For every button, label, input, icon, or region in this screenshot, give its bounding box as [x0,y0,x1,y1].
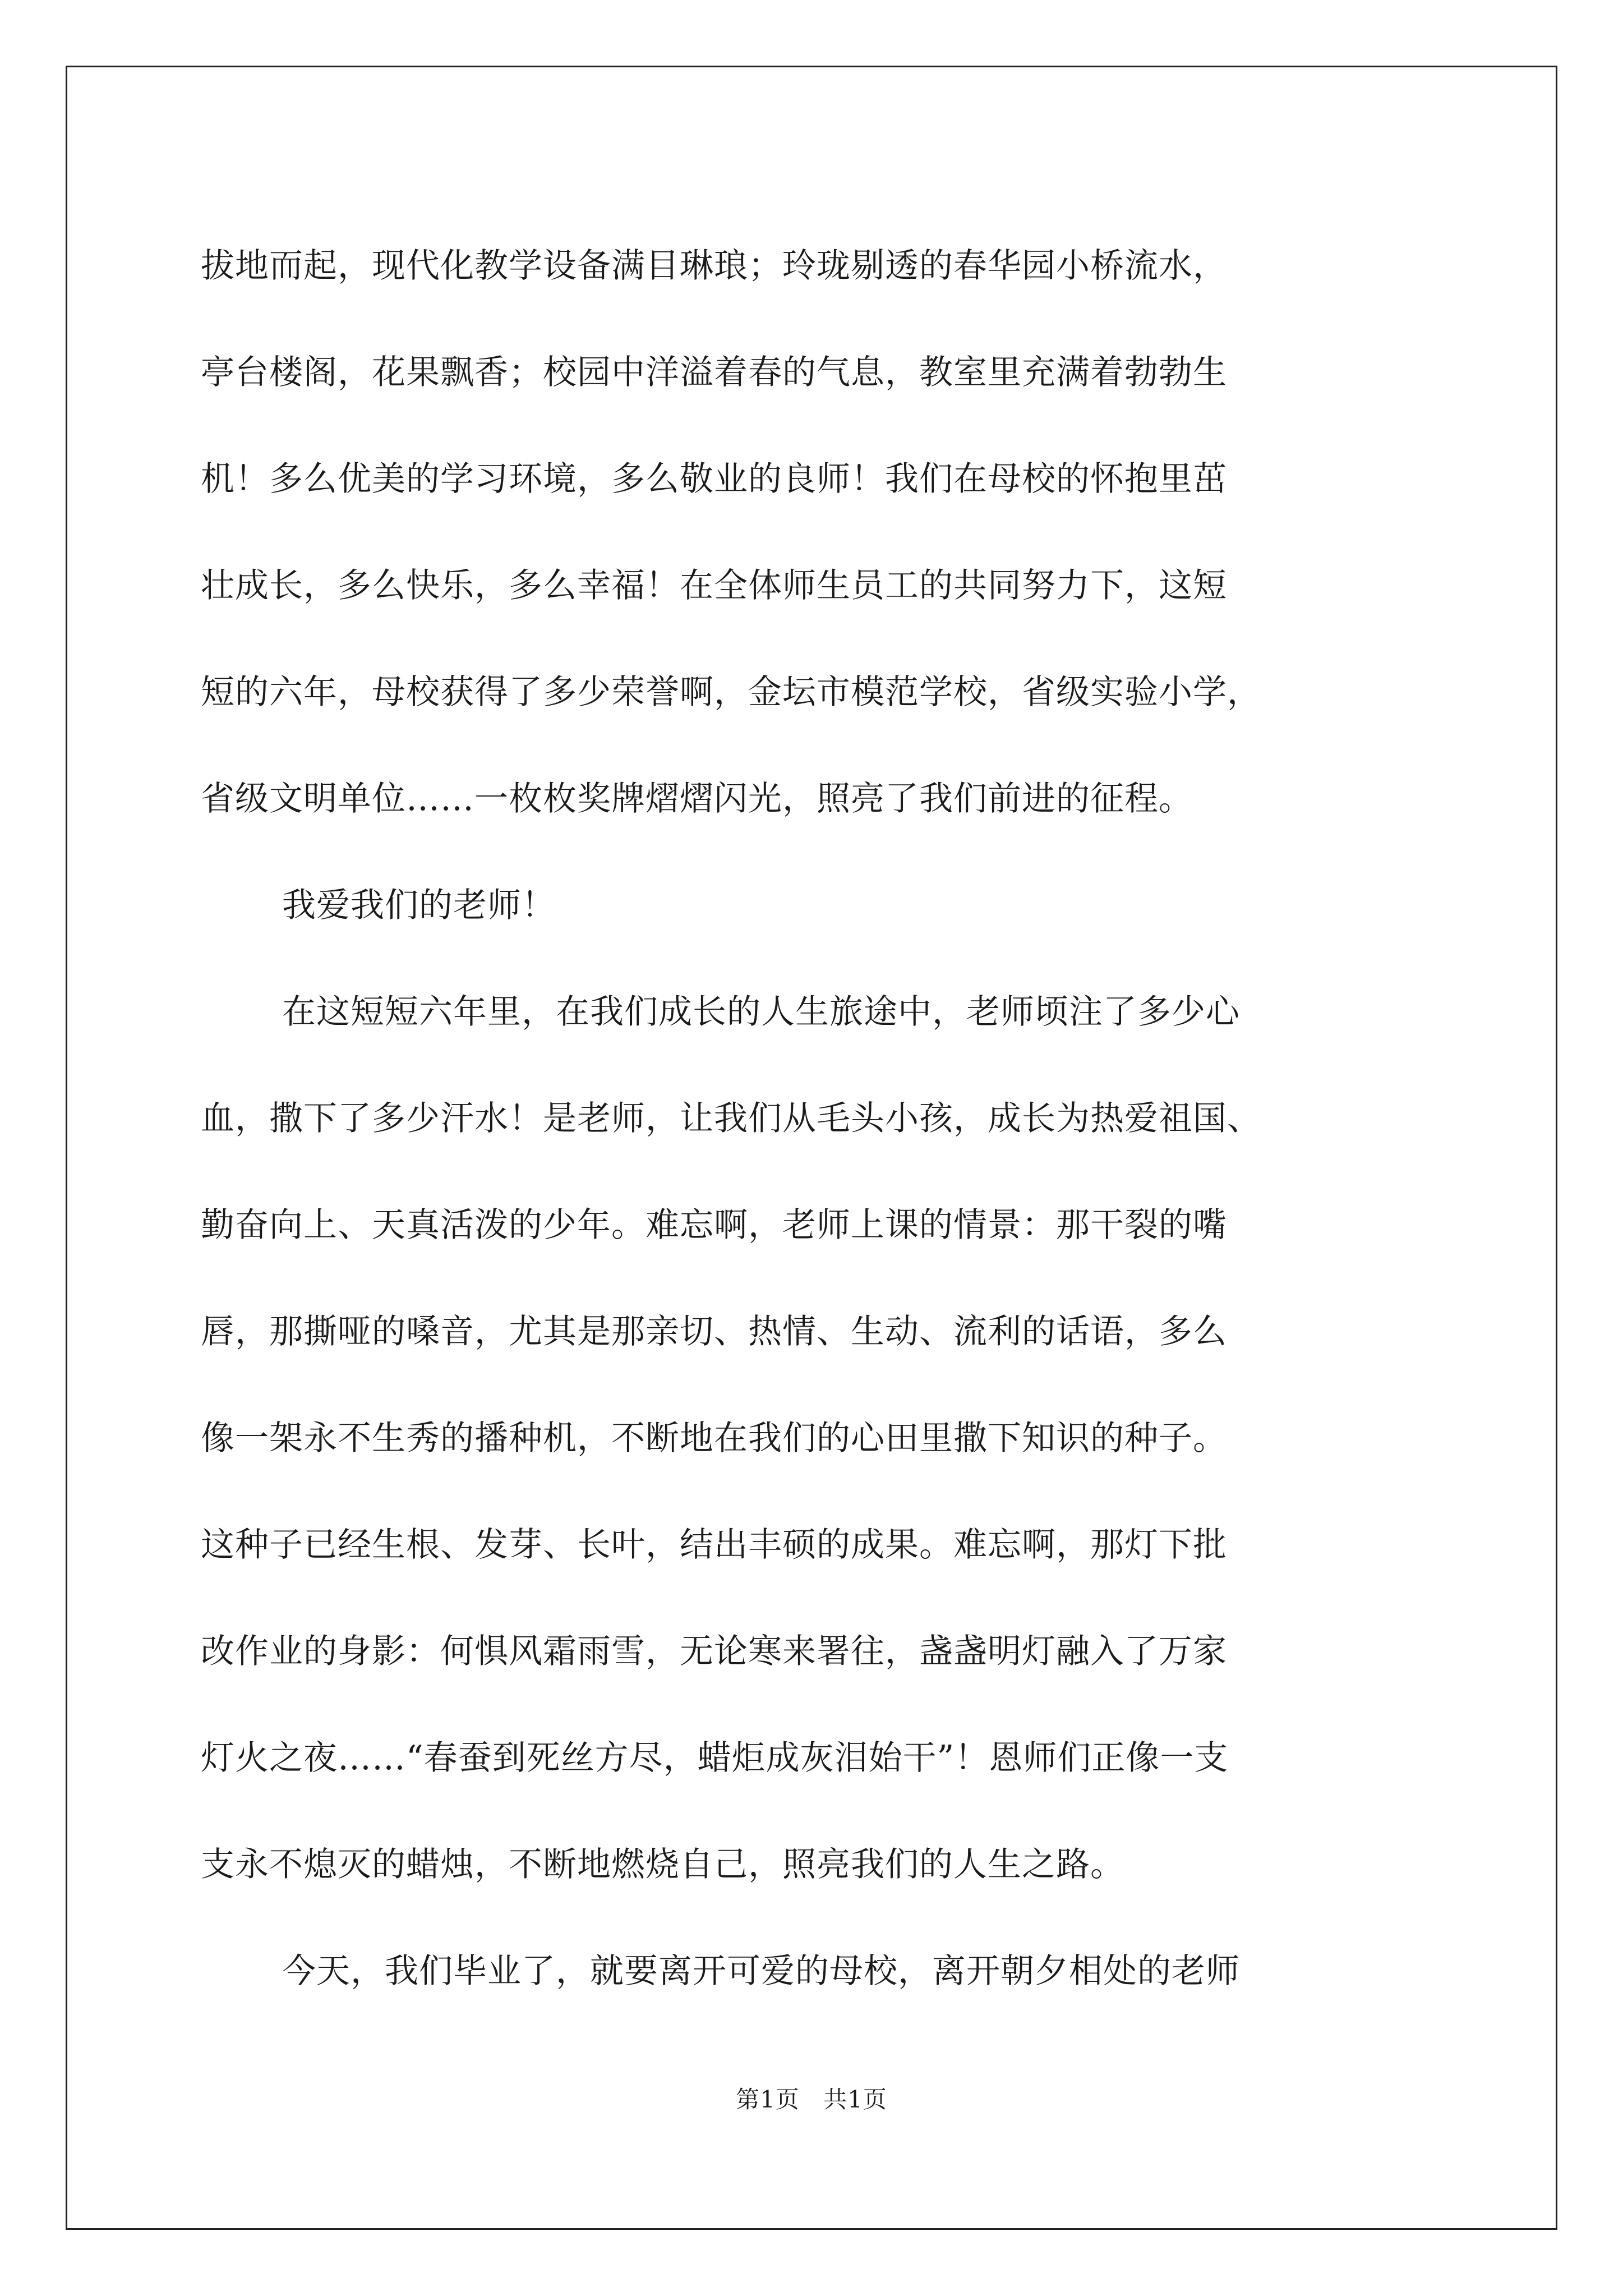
text-line: 今天，我们毕业了，就要离开可爱的母校，离开朝夕相处的老师 [282,1952,1240,1991]
page-footer [0,2081,1623,2115]
paragraph-heading: 我爱我们的老师！ [282,886,556,925]
text-line: 唇，那撕哑的嗓音，尤其是那亲切、热情、生动、流利的话语，多么 [201,1312,1227,1351]
text-line: 壮成长，多么快乐，多么幸福！在全体师生员工的共同努力下，这短 [201,566,1227,605]
text-line: 这种子已经生根、发芽、长叶，结出丰硕的成果。难忘啊，那灯下批 [201,1525,1227,1565]
text-line: 像一架永不生秀的播种机，不断地在我们的心田里撒下知识的种子。 [201,1419,1227,1458]
text-line: 机！多么优美的学习环境，多么敬业的良师！我们在母校的怀抱里茁 [201,459,1227,499]
text-line: 省级文明单位……一枚枚奖牌熠熠闪光，照亮了我们前进的征程。 [201,779,1193,818]
document-body [201,213,1457,2024]
text-line: 灯火之夜……“春蚕到死丝方尽，蜡炬成灰泪始干”！恩师们正像一支 [201,1738,1229,1778]
text-line: 亭台楼阁，花果飘香；校园中洋溢着春的气息，教室里充满着勃勃生 [201,353,1227,392]
text-line: 血，撒下了多少汗水！是老师，让我们从毛头小孩，成长为热爱祖国、 [201,1099,1261,1138]
text-line: 拔地而起，现代化教学设备满目琳琅；玲珑剔透的春华园小桥流水， [201,246,1227,286]
text-line: 改作业的身影：何惧风霜雨雪，无论寒来署往，盏盏明灯融入了万家 [201,1632,1227,1671]
page-total: 共1页 [823,2086,887,2113]
text-line: 勤奋向上、天真活泼的少年。难忘啊，老师上课的情景：那干裂的嘴 [201,1205,1227,1245]
page-number: 第1页 [736,2086,800,2113]
text-line: 在这短短六年里，在我们成长的人生旅途中，老师顷注了多少心 [282,992,1240,1032]
text-line: 短的六年，母校获得了多少荣誉啊，金坛市模范学校，省级实验小学， [201,673,1261,712]
text-line: 支永不熄灭的蜡烛，不断地燃烧自己，照亮我们的人生之路。 [201,1845,1124,1884]
